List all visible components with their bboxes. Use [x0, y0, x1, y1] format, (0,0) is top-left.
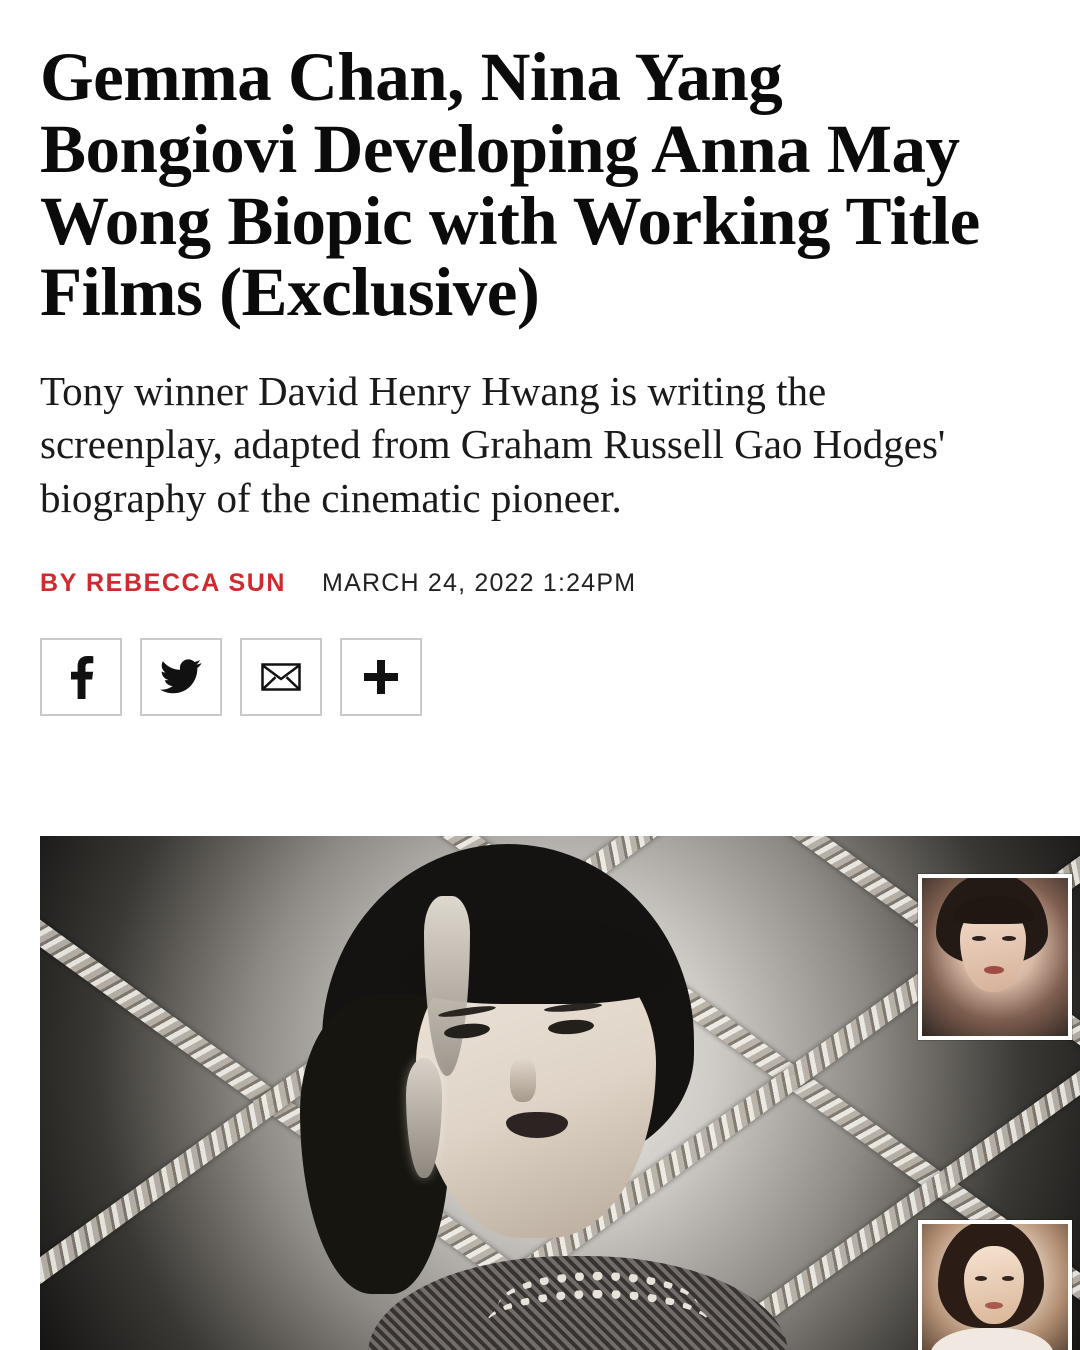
eye-shape — [1002, 1276, 1014, 1281]
plus-icon — [362, 658, 400, 696]
nose-shape — [510, 1058, 536, 1102]
article-subheadline: Tony winner David Henry Hwang is writing the screenplay, adapted from Graham Russell Gao Hodges' biography of the cinematic pioneer. — [40, 368, 946, 521]
eye-shape — [972, 936, 986, 941]
more-share-button[interactable] — [340, 638, 422, 716]
eye-shape — [975, 1276, 987, 1281]
garment-shape — [930, 1328, 1054, 1350]
thumbnail-image — [922, 1224, 1068, 1350]
thumbnail-image — [922, 878, 1068, 1036]
envelope-icon — [261, 663, 301, 691]
facebook-share-button[interactable] — [40, 638, 122, 716]
twitter-share-button[interactable] — [140, 638, 222, 716]
email-share-button[interactable] — [240, 638, 322, 716]
share-buttons-row — [40, 638, 1040, 716]
lips-shape — [985, 1302, 1003, 1309]
pearl-necklace — [486, 1290, 710, 1350]
facebook-icon — [66, 655, 96, 699]
twitter-icon — [160, 659, 202, 695]
byline-row — [40, 569, 1040, 598]
eye-shape — [1002, 936, 1016, 941]
author-byline[interactable]: BY REBECCA SUN — [40, 568, 287, 597]
nina-yang-bongiovi-thumbnail[interactable] — [918, 1220, 1072, 1350]
portrait-figure — [248, 844, 808, 1350]
page-title: Gemma Chan, Nina Yang Bongiovi Developing Anna May Wong Biopic with Working Title Films (Exclusive) — [40, 39, 980, 331]
hero-image — [40, 836, 1080, 1350]
publish-timestamp: MARCH 24, 2022 1:24PM — [322, 568, 637, 597]
lips-shape — [984, 966, 1004, 974]
gemma-chan-thumbnail[interactable] — [918, 874, 1072, 1040]
